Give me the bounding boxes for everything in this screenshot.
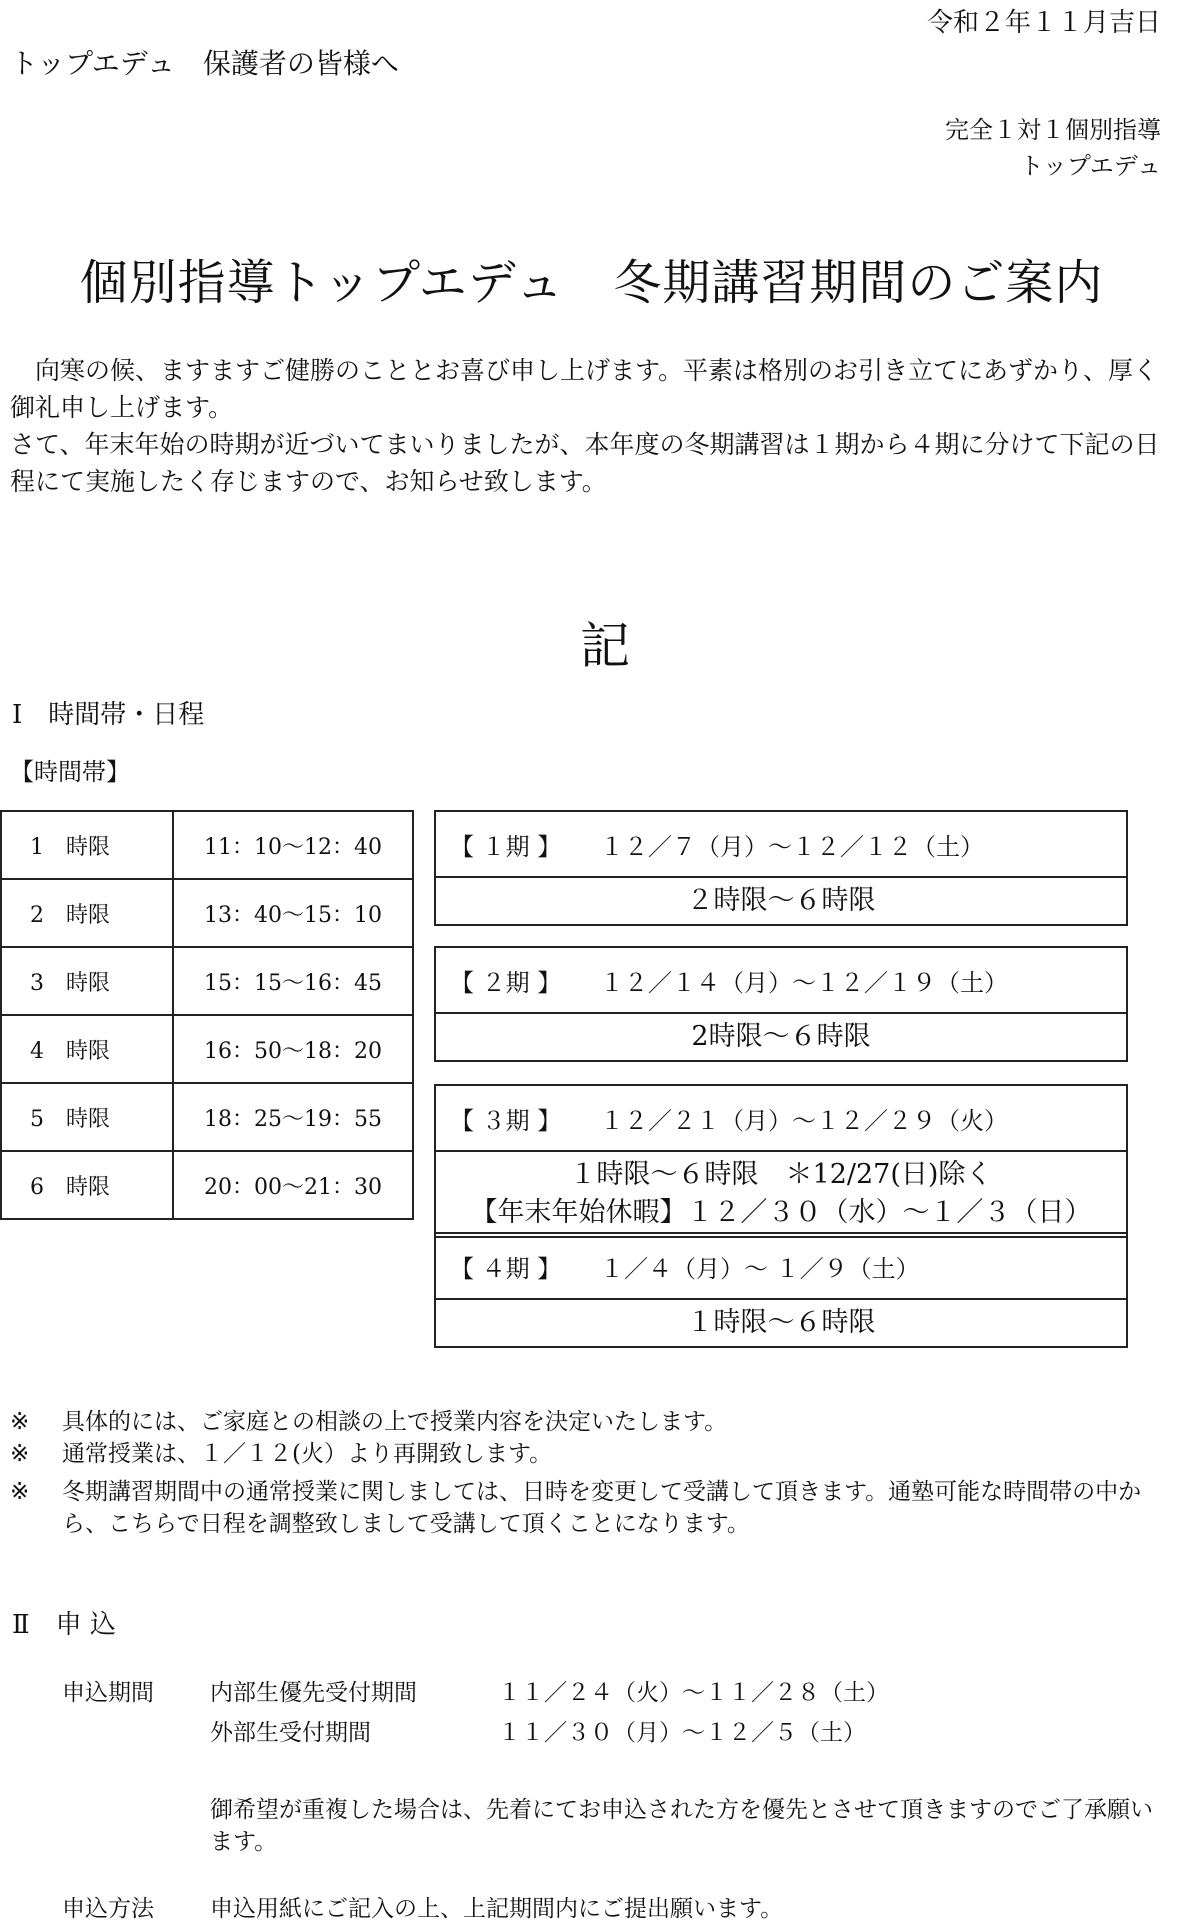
intro-paragraph-announcement: さて、年末年始の時期が近づいてまいりましたが、本年度の冬期講習は１期から４期に分けて下記の日程にて実施したく存じますので、お知らせ致します。 [10, 430, 1160, 496]
note-mark: ※ [10, 1409, 30, 1435]
term-detail: ２時限～６時限 [686, 885, 876, 916]
term-dates: １２／２１（月）～１２／２９（火） [600, 1106, 1008, 1135]
application-period-label: 申込期間 [62, 1680, 154, 1706]
period-row [1, 811, 413, 879]
notes-list [10, 1406, 1170, 1540]
term-3-box [434, 1084, 1128, 1238]
term-label: 【 １期 】 [450, 832, 562, 861]
period-label: 5 時限 [1, 1083, 173, 1151]
term-detail: １時限～６時限 [686, 1307, 876, 1338]
period-label: 3 時限 [1, 947, 173, 1015]
period-time: 13：40～15：10 [173, 879, 413, 947]
term-dates: １／４（月）～ １／９（土） [600, 1254, 920, 1283]
note-text: 冬期講習期間中の通常授業に関しましては、日時を変更して受講して頂きます。通塾可能な時間帯の中から、こちらで日程を調整致しまして受講して頂くことになります。 [62, 1479, 1142, 1537]
period-row [1, 1015, 413, 1083]
note-text: 具体的には、ご家庭との相談の上で授業内容を決定いたします。 [62, 1409, 728, 1435]
period-row [1, 879, 413, 947]
priority-note: 御希望が重複した場合は、先着にてお申込された方を優先とさせて頂きますのでご了承願います。 [210, 1797, 1153, 1855]
ki-heading: 記 [580, 617, 630, 675]
period-time: 18：25～19：55 [173, 1083, 413, 1151]
period-time: 15：15～16：45 [173, 947, 413, 1015]
term-label: 【 ２期 】 [450, 968, 562, 997]
term-detail [436, 1152, 1126, 1236]
term-dates: １２／７（月）～１２／１２（土） [600, 832, 984, 861]
term-2-box [434, 946, 1128, 1062]
term-dates: １２／１４（月）～１２／１９（土） [600, 968, 1008, 997]
period-label: 2 時限 [1, 879, 173, 947]
internal-period-label: 内部生優先受付期間 [210, 1680, 417, 1706]
addressee: トップエデュ 保護者の皆様へ [10, 47, 399, 80]
term-1-box [434, 810, 1128, 926]
application-method-label: 申込方法 [62, 1896, 154, 1922]
period-time: 11：10～12：40 [173, 811, 413, 879]
term-label: 【 ３期 】 [450, 1106, 562, 1135]
term-detail: 2時限～６時限 [691, 1021, 871, 1052]
term-periods: １時限～６時限 ＊12/27(日)除く [569, 1159, 993, 1190]
application-method-text: 申込用紙にご記入の上、上記期間内にご提出願います。 [210, 1896, 784, 1922]
sender-name: トップエデュ [1019, 152, 1161, 180]
notice-date: 令和２年１１月吉日 [926, 8, 1161, 38]
section2-heading: Ⅱ 申 込 [12, 1610, 116, 1640]
external-period-dates: １１／３０（月）～１２／５（土） [498, 1720, 866, 1746]
new-year-holiday: 【年末年始休暇】１２／３０（水）～１／３（日） [470, 1197, 1092, 1228]
period-row [1, 1151, 413, 1219]
term-header [436, 1234, 1126, 1300]
period-label: 6 時限 [1, 1151, 173, 1219]
period-table [0, 810, 414, 1220]
note-item [10, 1476, 1170, 1540]
period-label: 1 時限 [1, 811, 173, 879]
period-row [1, 947, 413, 1015]
internal-period-dates: １１／２４（火）～１１／２８（土） [498, 1680, 889, 1706]
term-header [436, 948, 1126, 1014]
term-4-box [434, 1232, 1128, 1348]
period-time: 16：50～18：20 [173, 1015, 413, 1083]
timeslot-subheading: 【時間帯】 [10, 758, 130, 786]
section1-heading: Ⅰ 時間帯・日程 [12, 700, 205, 730]
note-item [10, 1406, 1170, 1438]
period-label: 4 時限 [1, 1015, 173, 1083]
note-item [10, 1438, 1170, 1470]
intro-paragraph-greeting: 向寒の候、ますますご健勝のこととお喜び申し上げます。平素は格別のお引き立てにあずかり、厚く御礼申し上げます。 [10, 356, 1159, 422]
term-header [436, 1086, 1126, 1152]
period-time: 20：00～21：30 [173, 1151, 413, 1219]
note-mark: ※ [10, 1479, 30, 1505]
external-period-label: 外部生受付期間 [210, 1720, 371, 1746]
period-row [1, 1083, 413, 1151]
note-mark: ※ [10, 1441, 30, 1467]
intro-text [10, 352, 1170, 500]
document-title: 個別指導トップエデュ 冬期講習期間のご案内 [79, 255, 1104, 311]
term-header [436, 812, 1126, 878]
note-text: 通常授業は、１／１２(火）より再開致します。 [62, 1441, 553, 1467]
sender-tagline: 完全１対１個別指導 [945, 116, 1161, 144]
term-label: 【 ４期 】 [450, 1254, 562, 1283]
